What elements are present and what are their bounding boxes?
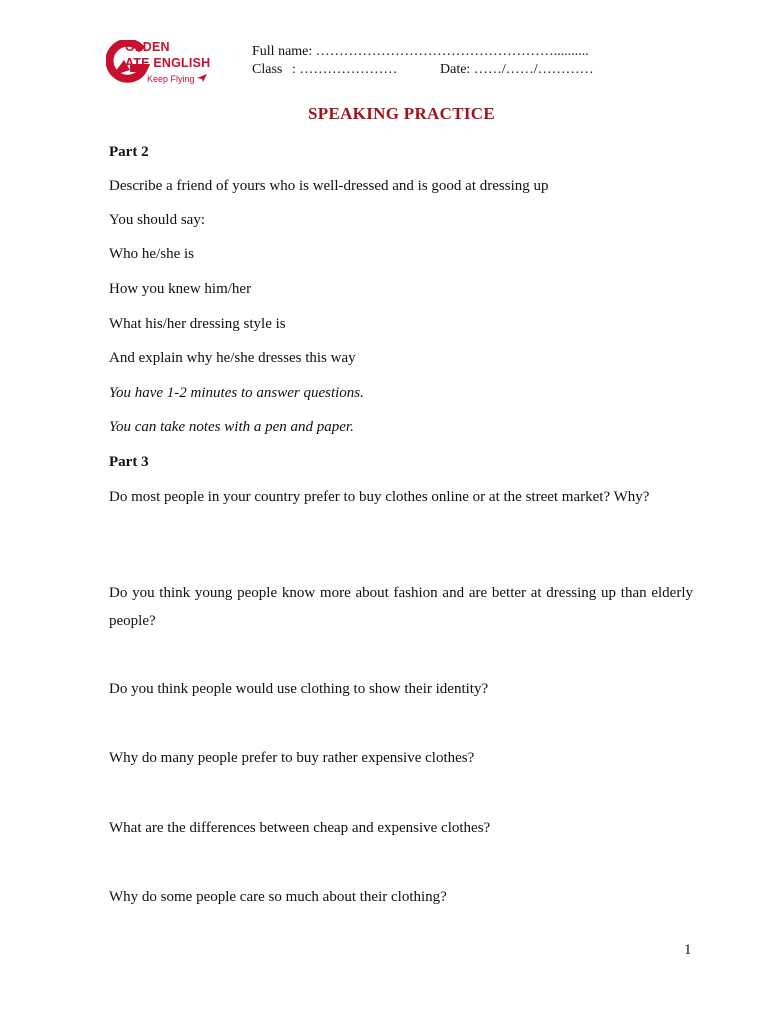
date-field: Date: ……/……/………… [440, 62, 594, 77]
logo-brand-line1: OLDEN [125, 40, 170, 54]
golden-gate-english-logo [106, 38, 236, 90]
part3-question: Why do some people care so much about their clothing? [109, 889, 447, 905]
part2-note: You can take notes with a pen and paper. [109, 419, 354, 435]
class-field: : ………………… [292, 62, 398, 77]
logo-tagline: Keep Flying [147, 74, 195, 84]
page-number: 1 [684, 942, 692, 958]
logo-brand-line2: ATE ENGLISH [125, 56, 211, 70]
part3-question: Do you think people would use clothing to show their identity? [109, 681, 489, 697]
part3-heading: Part 3 [109, 454, 149, 470]
part3-question: What are the differences between cheap and expensive clothes? [109, 820, 491, 836]
full-name-field: Full name: …………………………………………….......... [252, 44, 589, 59]
part2-line: Who he/she is [109, 246, 194, 262]
page-title: SPEAKING PRACTICE [308, 104, 495, 123]
part3-question: Why do many people prefer to buy rather expensive clothes? [109, 750, 475, 766]
part3-question: Do most people in your country prefer to buy clothes online or at the street market? Why? [109, 489, 650, 505]
part2-line: You should say: [109, 212, 205, 228]
paper-plane-icon [197, 74, 207, 82]
part2-line: Describe a friend of yours who is well-dressed and is good at dressing up [109, 178, 549, 194]
part2-line: What his/her dressing style is [109, 316, 286, 332]
part2-heading: Part 2 [109, 144, 149, 160]
class-label: Class [252, 62, 283, 77]
part2-note: You have 1-2 minutes to answer questions. [109, 385, 364, 401]
part2-line: And explain why he/she dresses this way [109, 350, 356, 366]
part3-question: Do you think young people know more about fashion and are better at dressing up than elderly people? [109, 585, 693, 629]
part2-line: How you knew him/her [109, 281, 252, 297]
